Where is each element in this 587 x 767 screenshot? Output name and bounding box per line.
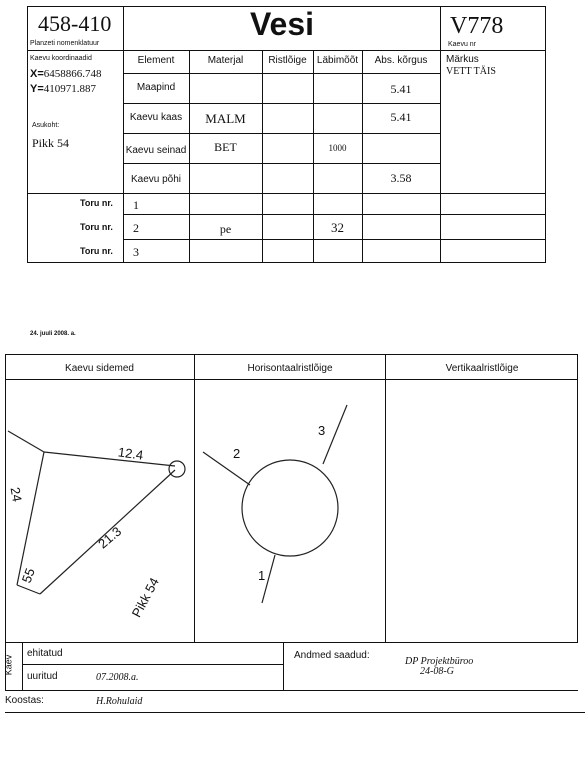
y-label: Y= xyxy=(30,83,44,95)
source-label: Andmed saadud: xyxy=(294,650,370,661)
tie-line xyxy=(17,452,44,585)
pipe-number-1: 1 xyxy=(258,568,266,583)
row-height: 5.41 xyxy=(390,82,412,96)
pipe-line xyxy=(323,405,347,464)
pipe-number: 2 xyxy=(133,221,139,235)
header-diameter: Läbimõõt xyxy=(316,55,359,66)
row-element: Kaevu kaas xyxy=(129,112,183,123)
tie-line xyxy=(44,452,175,466)
pipe-label: Toru nr. xyxy=(80,246,113,256)
measured-label: uuritud xyxy=(27,671,58,682)
location-value: Pikk 54 xyxy=(32,136,70,150)
row-element: Maapind xyxy=(136,82,176,93)
row-diameter: 1000 xyxy=(328,143,347,153)
x-value: 6458866.748 xyxy=(43,68,102,80)
dim-left: 24 xyxy=(7,486,25,503)
pipe-number-2: 2 xyxy=(233,446,241,461)
pipe-number-3: 3 xyxy=(318,423,326,438)
dim-corner: 55 xyxy=(18,566,38,585)
author-value: H.Rohulaid xyxy=(96,696,143,707)
col-title-links: Kaevu sidemed xyxy=(65,363,134,374)
street-label: Pikk 54 xyxy=(128,575,162,620)
header-height: Abs. kõrgus xyxy=(374,55,428,66)
pipe-number: 3 xyxy=(133,245,139,259)
col-title-horizontal: Horisontaalristlõige xyxy=(247,363,333,374)
built-label: ehitatud xyxy=(27,648,63,659)
header-remark: Märkus xyxy=(446,54,479,65)
x-label: X= xyxy=(30,68,44,80)
well-label: Kaevu nr xyxy=(448,41,477,48)
remark-value: VETT TÄIS xyxy=(446,66,496,77)
pipe-label: Toru nr. xyxy=(80,222,113,232)
pipe-line xyxy=(203,452,250,485)
tie-line xyxy=(17,585,40,594)
pipe-number: 1 xyxy=(133,198,139,212)
row-material: BET xyxy=(214,140,237,154)
tie-line xyxy=(8,431,44,452)
page-title: Vesi xyxy=(249,6,315,42)
document-date: 24. juuli 2008. a. xyxy=(30,331,76,337)
measured-value: 07.2008.a. xyxy=(96,672,139,683)
author-label: Koostas: xyxy=(5,695,44,706)
header-material: Materjal xyxy=(207,55,244,66)
row-material: MALM xyxy=(205,111,246,126)
well-id: V778 xyxy=(450,13,504,39)
plan-label: Planzeti nomenklatuur xyxy=(30,40,100,47)
row-height: 3.58 xyxy=(390,171,412,185)
row-element: Kaevu seinad xyxy=(125,145,187,156)
col-title-vertical: Vertikaalristlõige xyxy=(445,363,519,374)
row-element: Kaevu põhi xyxy=(130,174,182,185)
kaev-label: Kaev xyxy=(3,654,14,676)
source-value: DP Projektbüroo xyxy=(405,656,474,667)
pipe-material: pe xyxy=(219,222,232,236)
plan-number: 458-410 xyxy=(38,11,112,36)
dim-top: 12.4 xyxy=(117,444,145,463)
well-cross-section xyxy=(242,460,338,556)
source-code: 24-08-G xyxy=(420,666,454,677)
y-value: 410971.887 xyxy=(43,83,97,95)
header-element: Element xyxy=(137,55,175,66)
row-height: 5.41 xyxy=(390,110,412,124)
pipe-diameter: 32 xyxy=(331,220,344,235)
well-symbol xyxy=(169,461,185,477)
coords-label: Kaevu koordinaadid xyxy=(30,55,92,62)
dim-diagonal: 21.3 xyxy=(95,523,125,552)
location-label: Asukoht: xyxy=(32,122,60,129)
pipe-label: Toru nr. xyxy=(80,198,113,208)
header-cross-section: Ristlõige xyxy=(268,55,307,66)
